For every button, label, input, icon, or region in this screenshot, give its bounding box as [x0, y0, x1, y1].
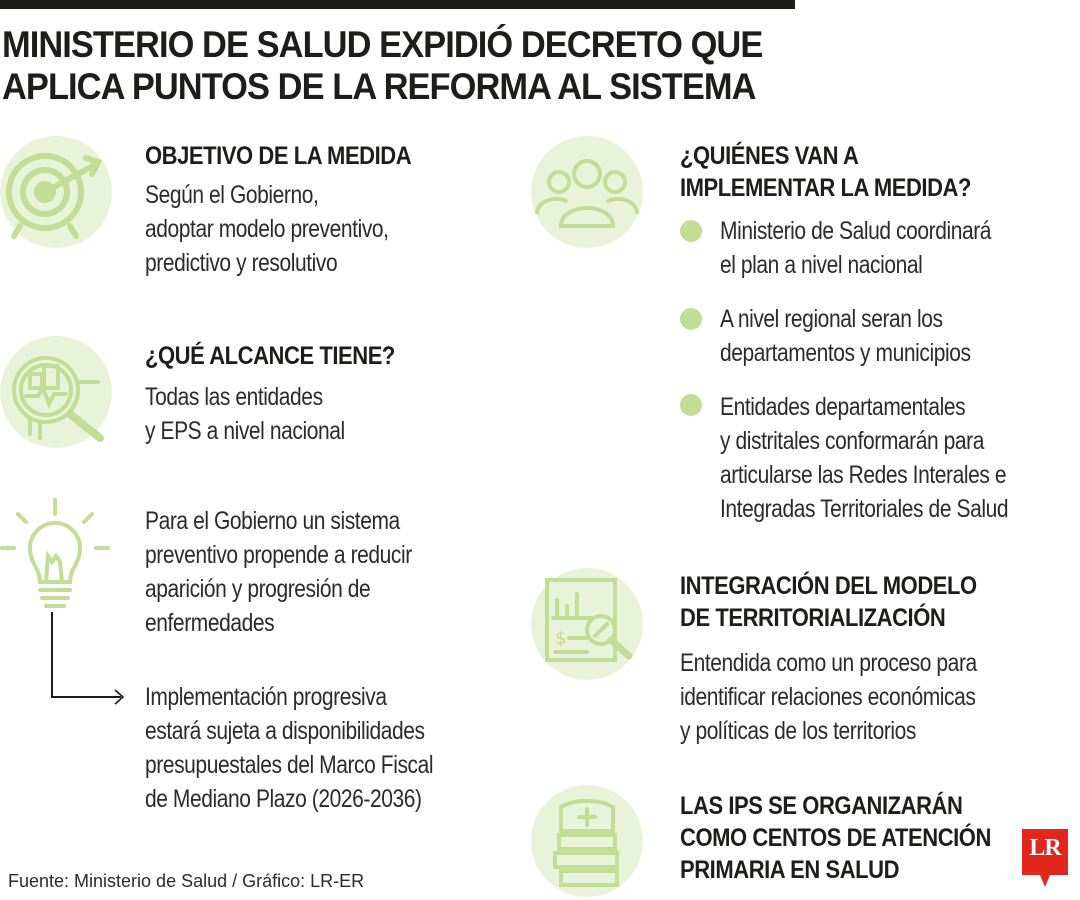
lr-logo [1022, 829, 1068, 887]
connector-line-horizontal [51, 696, 121, 698]
scope-text: Todas las entidades y EPS a nivel nacional [145, 383, 345, 445]
svg-text:$: $ [555, 628, 567, 649]
integration-text: Entendida como un proceso para identificar relaciones económicas y políticas de los territorios [680, 649, 977, 745]
magnifier-chart-icon [0, 336, 112, 448]
source-credit: Fuente: Ministerio de Salud / Gráfico: LR-ER [8, 871, 365, 891]
bullet-dot [680, 308, 702, 330]
bullet-dot [680, 394, 702, 416]
implementation-text: Implementación progresiva estará sujeta a disponibilidades presupuestales del Marco Fiscal de Mediano Plazo (2026-2036) [145, 683, 434, 813]
objective-heading: OBJETIVO DE LA MEDIDA [145, 142, 412, 170]
who-item-2: A nivel regional seran los departamentos y municipios [720, 305, 971, 367]
who-item-1: Ministerio de Salud coordinará el plan a nivel nacional [720, 217, 992, 279]
financial-report-icon [531, 568, 643, 680]
ips-heading: LAS IPS SE ORGANIZARÁN COMO CENTOS DE ATENCIÓN PRIMARIA EN SALUD [680, 792, 991, 884]
bullet-dot [680, 220, 702, 242]
connector-line [51, 612, 53, 697]
nurse-cap-books-icon [531, 785, 643, 897]
people-group-icon [531, 136, 643, 248]
preventive-text: Para el Gobierno un sistema preventivo propende a reducir aparición y progresión de enfermedades [145, 507, 412, 637]
lightbulb-icon [0, 498, 110, 616]
arrow-right-icon [112, 689, 126, 705]
scope-heading: ¿QUÉ ALCANCE TIENE? [145, 342, 395, 370]
who-item-3: Entidades departamentales y distritales conformarán para articularse las Redes Interales e Integradas Territoriales de Salud [720, 393, 1009, 523]
who-heading: ¿QUIÉNES VAN A IMPLEMENTAR LA MEDIDA? [680, 142, 971, 202]
lr-logo-text: LR [1029, 835, 1061, 861]
target-icon [0, 136, 112, 248]
top-rule [0, 0, 795, 9]
objective-text: Según el Gobierno, adoptar modelo preventivo, predictivo y resolutivo [145, 181, 389, 277]
integration-heading: INTEGRACIÓN DEL MODELO DE TERRITORIALIZACIÓN [680, 572, 977, 632]
page-title: MINISTERIO DE SALUD EXPIDIÓ DECRETO QUE APLICA PUNTOS DE LA REFORMA AL SISTEMA [2, 24, 763, 107]
